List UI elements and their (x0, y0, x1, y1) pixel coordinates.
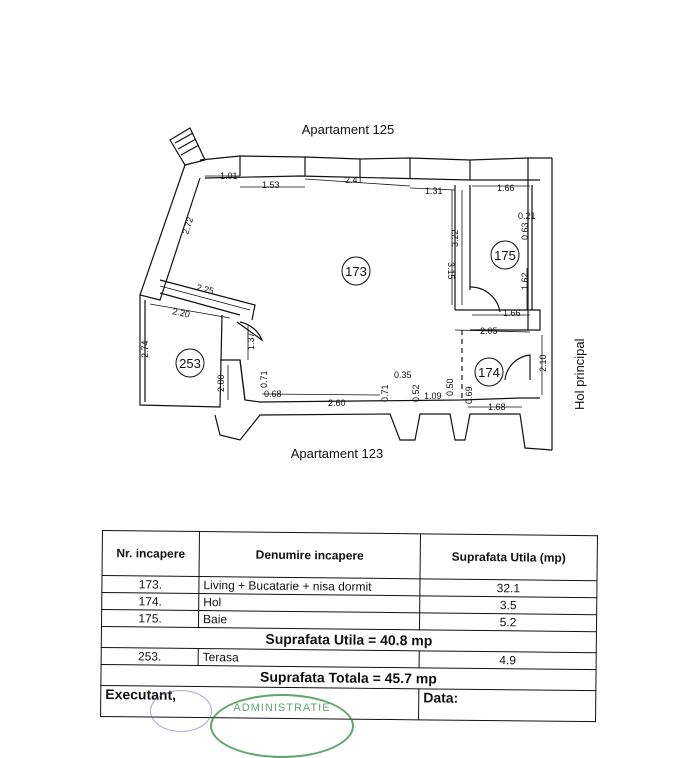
dim-0.71-right: 0.71 (380, 384, 390, 402)
dim-1.31: 1.31 (425, 186, 443, 196)
label-apartament-123: Apartament 123 (290, 446, 384, 461)
dim-0.69: 0.69 (464, 386, 474, 404)
dim-0.21: 0.21 (518, 211, 536, 221)
dim-3.15: 3.15 (446, 262, 456, 280)
dim-0.71-left: 0.71 (259, 370, 269, 388)
dim-2.72: 2.72 (180, 215, 196, 236)
row-173-name: Living + Bucatarie + nisa dormit (199, 577, 420, 596)
label-apartament-125: Apartament 125 (301, 122, 395, 137)
dim-2.41: 2.41 (345, 175, 363, 185)
dim-2.25: 2.25 (195, 282, 215, 297)
table-header-row (102, 531, 597, 581)
utila-total: Suprafata Utila = 40.8 mp (101, 626, 596, 652)
dim-2.05: 2.05 (480, 326, 498, 336)
room-253-label: 253 (179, 356, 201, 371)
dim-2.10: 2.10 (538, 354, 548, 372)
row-175-name: Baie (198, 611, 419, 630)
dim-2.20: 2.20 (171, 306, 191, 320)
dim-1.68: 1.68 (488, 402, 506, 412)
stamp-text: ADMINISTRATIE (233, 702, 331, 714)
header-nr-incapere: Nr. incapere (102, 531, 199, 577)
row-253-name: Terasa (198, 649, 419, 668)
header-denumire-incapere: Denumire incapere (199, 532, 420, 579)
row-174-name: Hol (199, 594, 420, 613)
dim-0.52: 0.52 (411, 384, 421, 402)
dim-2.00: 2.00 (216, 374, 226, 392)
dim-1.66-top: 1.66 (497, 183, 515, 193)
data-label: Data: (419, 689, 596, 722)
stamp-small (150, 690, 212, 732)
room-174-label: 174 (478, 365, 500, 380)
dim-0.35: 0.35 (394, 370, 412, 380)
room-173-label: 173 (345, 264, 367, 279)
dim-2.60: 2.60 (328, 398, 346, 408)
dim-1.62: 1.62 (520, 272, 530, 290)
dim-3.22: 3.22 (450, 229, 460, 247)
totala-total: Suprafata Totala = 45.7 mp (101, 664, 596, 690)
row-175-area: 5.2 (419, 613, 596, 632)
room-253-marker (176, 349, 204, 377)
dim-0.68: 0.68 (264, 389, 282, 399)
dim-1.66-bottom: 1.66 (503, 308, 521, 318)
executant-label: Executant, (101, 685, 419, 719)
dim-1.37: 1.37 (246, 332, 256, 350)
dim-2.74: 2.74 (140, 340, 150, 358)
row-174-area: 3.5 (420, 596, 597, 615)
label-hol-principal: Hol principal (572, 338, 587, 410)
row-175-nr: 175. (101, 610, 198, 628)
dim-1.01: 1.01 (220, 171, 238, 181)
room-174-marker (475, 358, 503, 386)
row-173-nr: 173. (102, 576, 199, 594)
dim-0.63: 0.63 (520, 222, 530, 240)
room-175-marker (491, 241, 519, 269)
row-173-area: 32.1 (420, 579, 597, 598)
dim-1.09: 1.09 (424, 391, 442, 401)
dim-1.53: 1.53 (262, 180, 280, 190)
room-175-label: 175 (494, 248, 516, 263)
room-173-marker (342, 257, 370, 285)
row-174-nr: 174. (102, 593, 199, 611)
dim-0.50: 0.50 (445, 378, 455, 396)
header-suprafata-utila: Suprafata Utila (mp) (420, 534, 597, 581)
row-253-nr: 253. (101, 647, 198, 665)
row-253-area: 4.9 (419, 651, 596, 670)
